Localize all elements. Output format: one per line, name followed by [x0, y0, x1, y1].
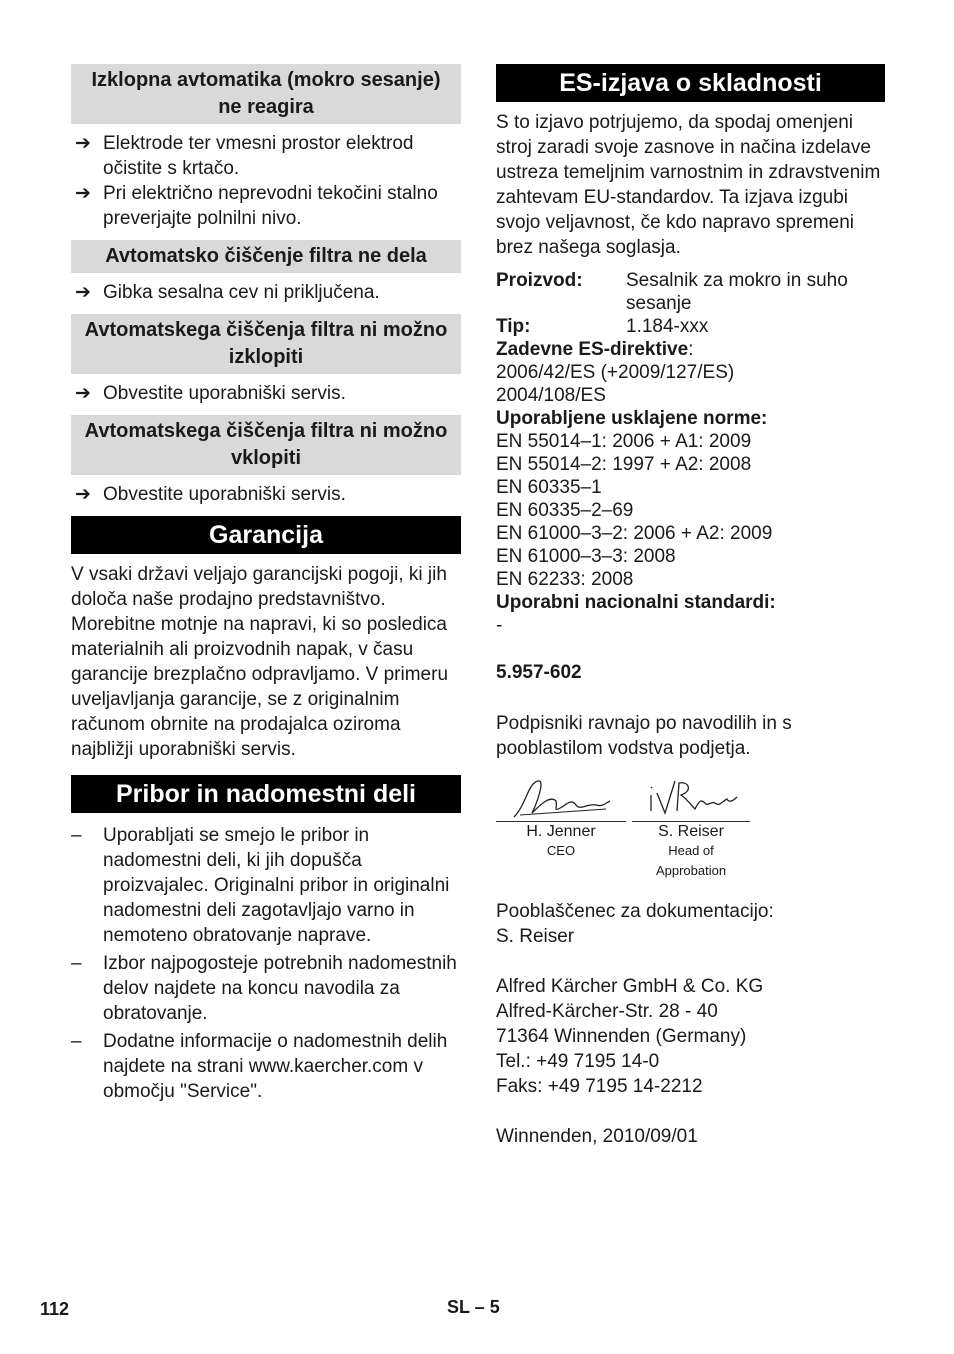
type-label: Tip:	[496, 316, 531, 337]
list-item: – Izbor najpogosteje potrebnih nadomestnih delov najdete na koncu navodila za obratovanje.	[71, 953, 457, 1024]
norm-item: EN 62233: 2008	[496, 569, 634, 590]
filter-on-remedies	[71, 482, 461, 507]
arrow-right-icon: ➔	[75, 133, 91, 154]
warranty-text: V vsaki državi veljajo garancijski pogoji, ki jih določa naše prodajno predstavništvo. Morebitne motnje na napravi, ki so posledica materialnih ali proizvodnih napak, v času garancije brezplačno odpravljamo. V primeru uveljavljanja garancije, se z originalnim računom obrnite na prodajalca oziroma najbližji uporabniški servis.	[71, 564, 449, 760]
filter-cleaning-remedies	[71, 280, 461, 305]
list-item: ➔ Obvestite uporabniški servis.	[75, 484, 346, 505]
documentation-representative	[496, 899, 885, 949]
company-line: 71364 Winnenden (Germany)	[496, 1026, 747, 1047]
signature-reiser	[632, 775, 750, 881]
norm-item: EN 55014–2: 1997 + A2: 2008	[496, 454, 752, 475]
product-row	[496, 269, 885, 315]
arrow-right-icon: ➔	[75, 484, 91, 505]
arrow-right-icon: ➔	[75, 383, 91, 404]
signature-jenner-image	[506, 775, 616, 821]
signer-name: H. Jenner	[496, 821, 626, 841]
section-heading-accessories: Pribor in nadomestni deli	[71, 775, 461, 813]
type-value: 1.184-xxx	[626, 316, 709, 337]
page-number: 112	[40, 1299, 70, 1319]
norm-item: EN 55014–1: 2006 + A1: 2009	[496, 431, 752, 452]
list-item: – Uporabljati se smejo le pribor in nadomestni deli, ki jih dopušča proizvajalec. Originalni pribor in originalni nadomestni deli zagotavljajo varno in nemoteno obratovanje naprave.	[71, 825, 450, 946]
signatures	[496, 775, 885, 881]
type-row	[496, 315, 885, 338]
signer-name: S. Reiser	[632, 821, 750, 841]
left-column	[71, 64, 461, 1107]
directive-item: 2006/42/ES (+2009/127/ES)	[496, 362, 735, 383]
filter-off-remedies	[71, 381, 461, 406]
product-value: Sesalnik za mokro in suho sesanje	[626, 270, 848, 314]
list-item: ➔ Elektrode ter vmesni prostor elektrod očistite s krtačo.	[75, 133, 414, 179]
signer-role: CEO	[546, 843, 576, 858]
section-heading-filter-off: Avtomatskega čiščenja filtra ni možno izklopiti	[71, 314, 461, 374]
document-number: 5.957-602	[496, 662, 582, 683]
norm-item: EN 61000–3–2: 2006 + A2: 2009	[496, 523, 773, 544]
norm-item: EN 61000–3–3: 2008	[496, 546, 676, 567]
list-item: ➔ Gibka sesalna cev ni priključena.	[75, 282, 380, 303]
company-address	[496, 974, 885, 1099]
section-heading-filter-cleaning: Avtomatsko čiščenje filtra ne dela	[71, 240, 461, 273]
arrow-right-icon: ➔	[75, 282, 91, 303]
list-item: ➔ Obvestite uporabniški servis.	[75, 383, 346, 404]
arrow-right-icon: ➔	[75, 183, 91, 204]
auto-shutoff-remedies	[71, 131, 461, 231]
norm-item: EN 60335–1	[496, 477, 602, 498]
company-line: Alfred Kärcher GmbH & Co. KG	[496, 976, 764, 997]
language-page-indicator: SL – 5	[447, 1297, 500, 1317]
doc-rep-name: S. Reiser	[496, 926, 575, 947]
company-line: Alfred-Kärcher-Str. 28 - 40	[496, 1001, 718, 1022]
signature-reiser-image	[641, 775, 741, 821]
section-heading-declaration: ES-izjava o skladnosti	[496, 64, 885, 102]
doc-rep-label: Pooblaščenec za dokumentacijo:	[496, 901, 774, 922]
product-label: Proizvod:	[496, 270, 583, 291]
section-heading-warranty: Garancija	[71, 516, 461, 554]
national-standards-heading: Uporabni nacionalni standardi:	[496, 592, 776, 613]
signers-text: Podpisniki ravnajo po navodilih in s pooblastilom vodstva podjetja.	[496, 713, 792, 759]
norms-heading: Uporabljene usklajene norme:	[496, 408, 768, 429]
signature-jenner	[496, 775, 626, 881]
list-item: – Dodatne informacije o nadomestnih delih najdete na strani www.kaercher.com v območju "Service".	[71, 1031, 448, 1102]
section-heading-auto-shutoff: Izklopna avtomatika (mokro sesanje) ne reagira	[71, 64, 461, 124]
place-date: Winnenden, 2010/09/01	[496, 1126, 698, 1147]
company-line: Tel.: +49 7195 14-0	[496, 1051, 660, 1072]
national-standards-value: -	[496, 615, 503, 636]
accessories-list	[71, 823, 461, 1104]
declaration-intro: S to izjavo potrjujemo, da spodaj omenjeni stroj zaradi svoje zasnove in načina izdelave ustreza temeljnim varnostnim in zdravstvenim zahtevam EU-standardov. Ta izjava izgubi svojo veljavnost, če kdo napravo spremeni brez našega soglasja.	[496, 112, 881, 258]
directives-heading: Zadevne ES-direktive:	[496, 339, 694, 360]
company-line: Faks: +49 7195 14-2212	[496, 1076, 703, 1097]
directive-item: 2004/108/ES	[496, 385, 606, 406]
list-item: ➔ Pri električno neprevodni tekočini stalno preverjajte polnilni nivo.	[75, 183, 438, 229]
signer-role: Head of Approbation	[655, 843, 727, 878]
right-column	[496, 64, 885, 1149]
norm-item: EN 60335–2–69	[496, 500, 634, 521]
section-heading-filter-on: Avtomatskega čiščenja filtra ni možno vklopiti	[71, 415, 461, 475]
